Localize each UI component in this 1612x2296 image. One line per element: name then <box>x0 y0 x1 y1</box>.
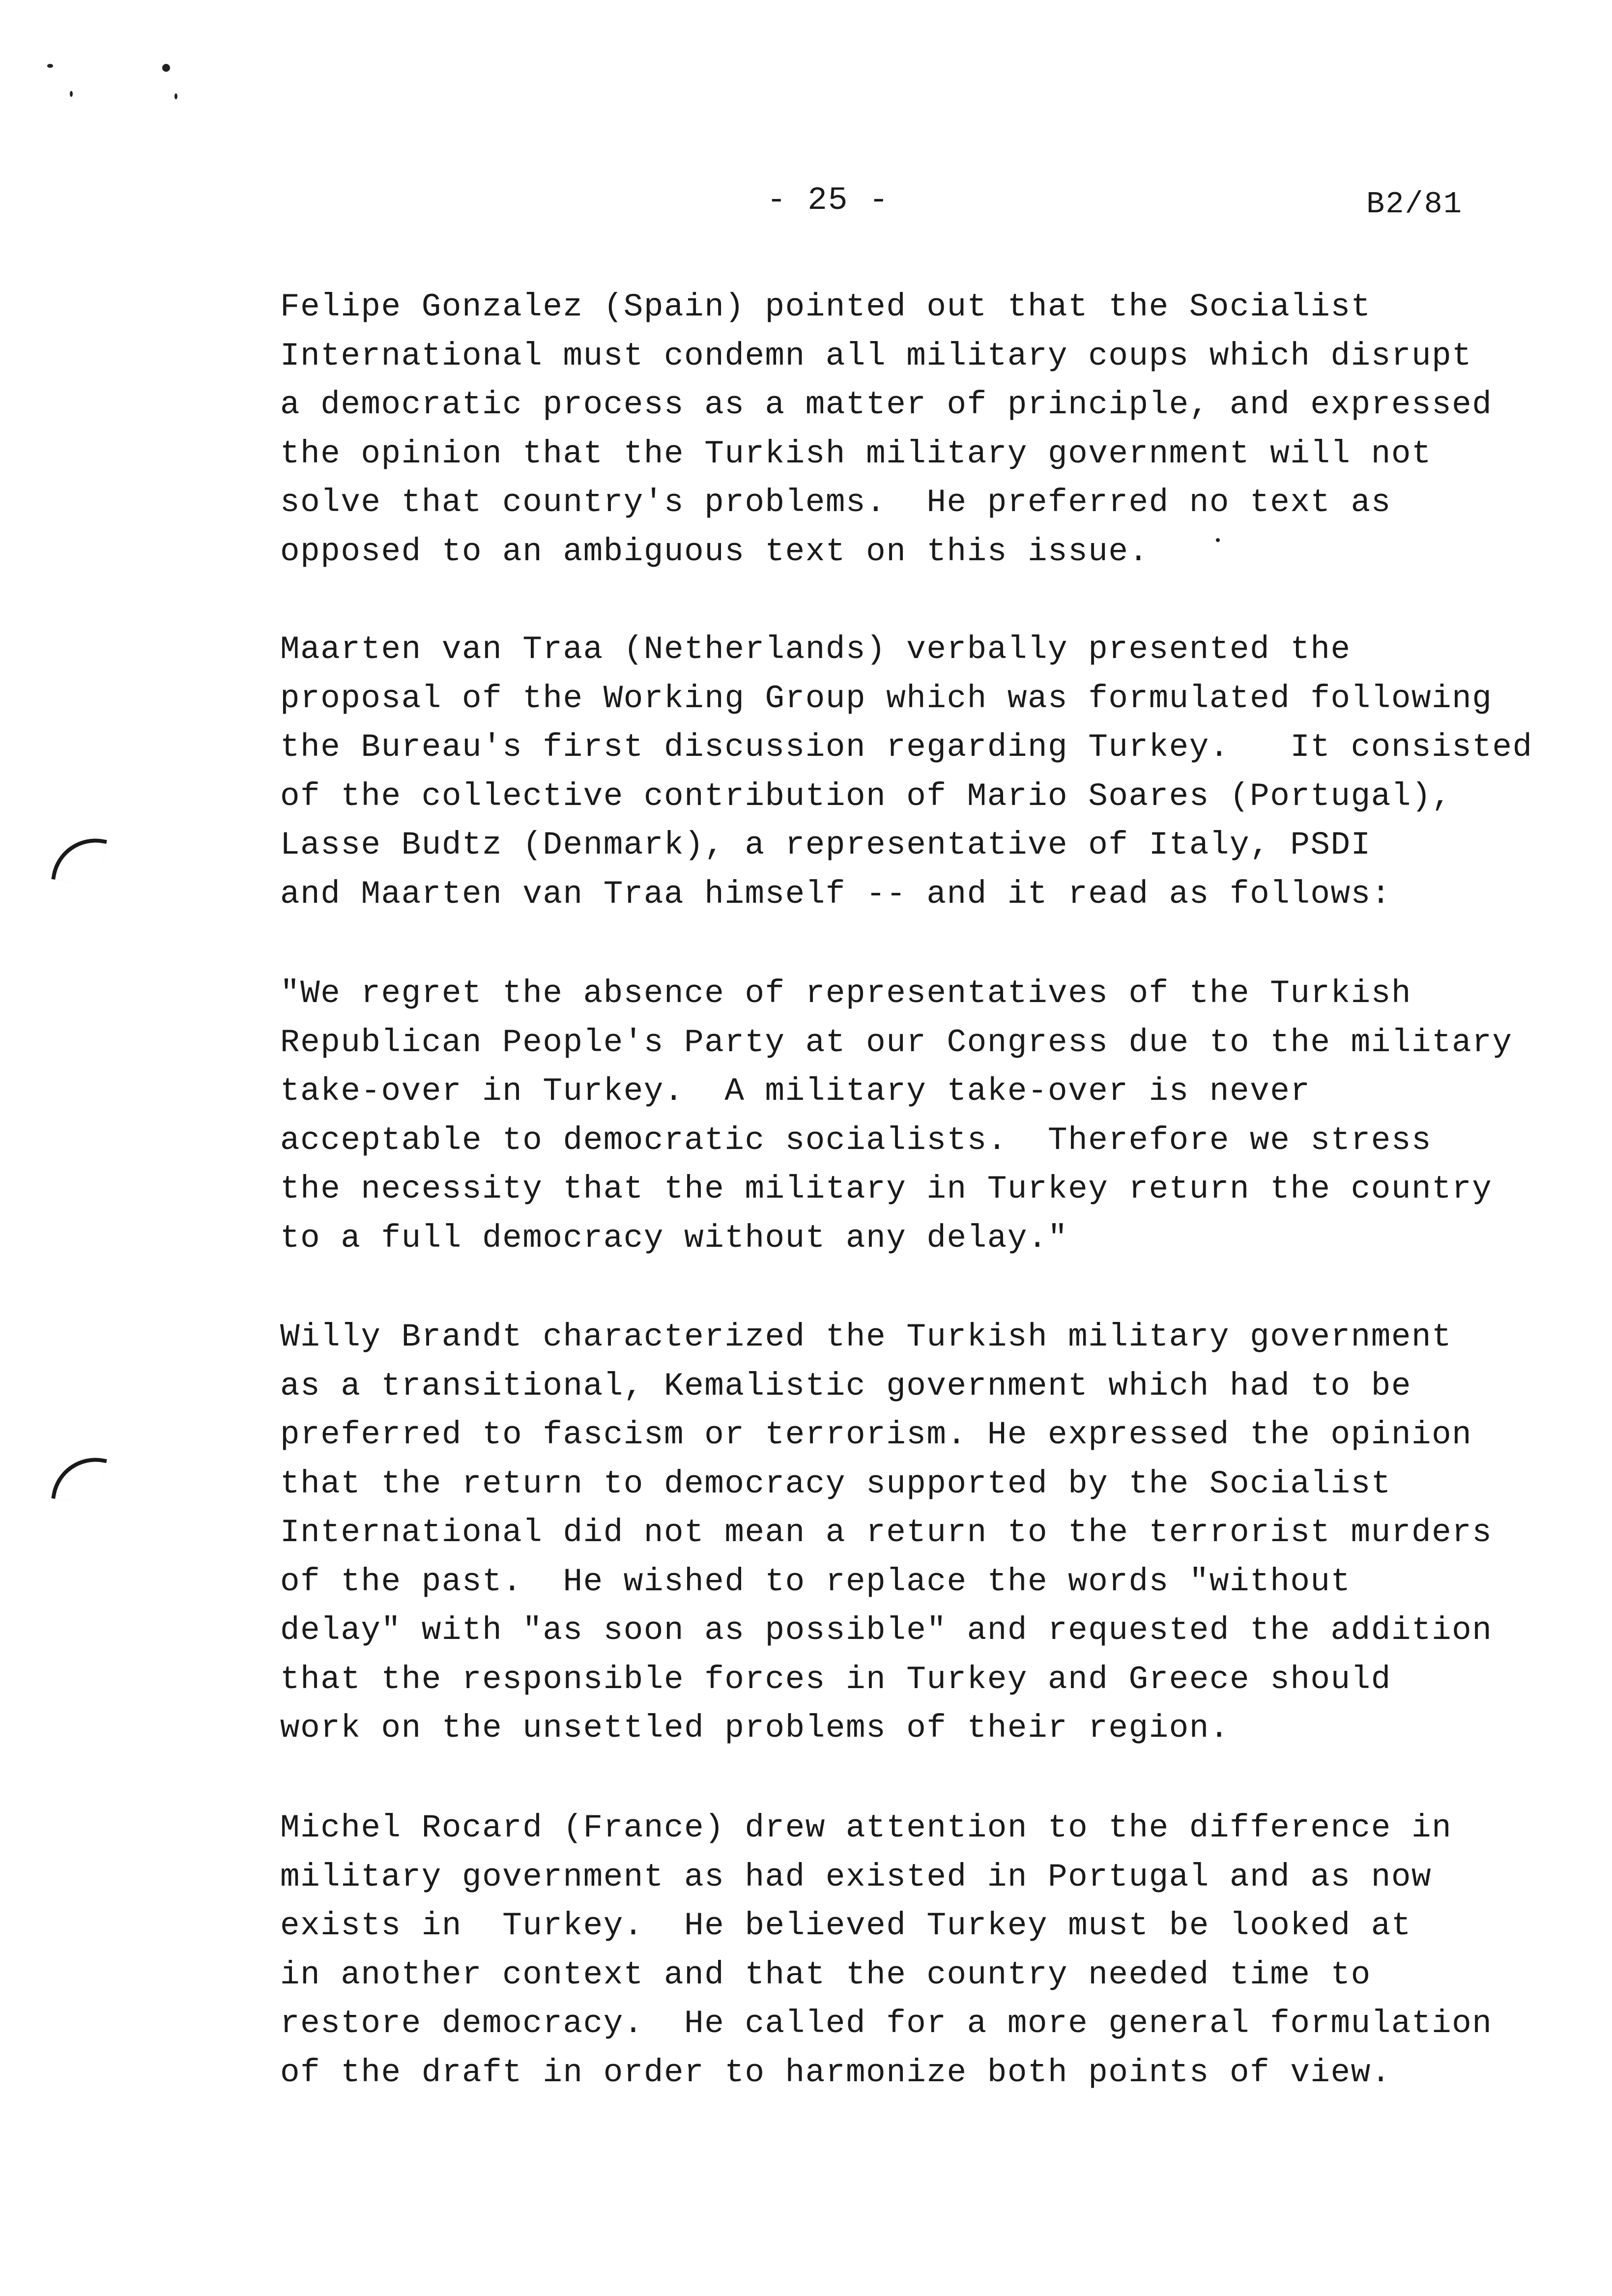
page-number: - 25 - <box>767 182 890 219</box>
punch-hole-mark <box>51 1451 107 1507</box>
text-line: that the return to democracy supported by the Socialist <box>280 1465 1391 1502</box>
text-line: work on the unsettled problems of their region. <box>280 1710 1230 1747</box>
text-line: of the draft in order to harmonize both points of view. <box>280 2054 1391 2091</box>
text-line: Felipe Gonzalez (Spain) pointed out that the Socialist <box>280 288 1371 325</box>
text-line: the opinion that the Turkish military government will not <box>280 435 1432 472</box>
text-line: Michel Rocard (France) drew attention to the difference in <box>280 1809 1452 1846</box>
text-line: of the collective contribution of Mario Soares (Portugal), <box>280 777 1452 815</box>
paragraph-gonzalez <box>280 283 1568 576</box>
text-line: to a full democracy without any delay." <box>280 1219 1068 1257</box>
text-line: proposal of the Working Group which was formulated following <box>280 680 1493 717</box>
document-reference: B2/81 <box>1366 187 1463 222</box>
text-line: restore democracy. He called for a more general formulation <box>280 2005 1493 2042</box>
text-line: as a transitional, Kemalistic government which had to be <box>280 1367 1411 1405</box>
text-line: of the past. He wished to replace the words "without <box>280 1563 1351 1600</box>
scan-speck <box>162 64 170 72</box>
punch-hole-mark <box>51 832 107 888</box>
text-line: that the responsible forces in Turkey and Greece should <box>280 1661 1391 1698</box>
text-line: "We regret the absence of representatives of the Turkish <box>280 975 1411 1012</box>
text-line: exists in Turkey. He believed Turkey must be looked at <box>280 1907 1411 1944</box>
scan-speck <box>47 64 53 68</box>
text-line: preferred to fascism or terrorism. He expressed the opinion <box>280 1416 1472 1453</box>
text-line: solve that country's problems. He preferred no text as <box>280 484 1391 521</box>
text-line: military government as had existed in Portugal and as now <box>280 1858 1432 1895</box>
text-line: Maarten van Traa (Netherlands) verbally presented the <box>280 631 1351 668</box>
paragraph-rocard <box>280 1804 1568 2097</box>
text-line: delay" with "as soon as possible" and requested the addition <box>280 1612 1493 1649</box>
text-line: Republican People's Party at our Congress due to the military <box>280 1024 1513 1061</box>
text-line: opposed to an ambiguous text on this issue. <box>280 533 1149 570</box>
text-line: International did not mean a return to the terrorist murders <box>280 1514 1493 1551</box>
text-line: a democratic process as a matter of principle, and expressed <box>280 386 1493 423</box>
text-line: and Maarten van Traa himself -- and it read as follows: <box>280 875 1391 913</box>
scan-speck <box>70 91 73 97</box>
scan-speck <box>174 93 177 99</box>
text-line: in another context and that the country needed time to <box>280 1956 1371 1993</box>
text-line: acceptable to democratic socialists. Therefore we stress <box>280 1121 1432 1159</box>
text-line: the Bureau's first discussion regarding Turkey. It consisted <box>280 729 1533 766</box>
text-line: Lasse Budtz (Denmark), a representative of Italy, PSDI <box>280 827 1371 863</box>
paragraph-van-traa <box>280 625 1568 918</box>
text-line: International must condemn all military coups which disrupt <box>280 337 1472 374</box>
text-line: take-over in Turkey. A military take-over is never <box>280 1073 1311 1110</box>
paragraph-quoted-proposal <box>280 969 1568 1263</box>
text-line: Willy Brandt characterized the Turkish military government <box>280 1319 1452 1355</box>
text-line: the necessity that the military in Turkey return the country <box>280 1171 1493 1207</box>
paragraph-brandt <box>280 1313 1568 1753</box>
